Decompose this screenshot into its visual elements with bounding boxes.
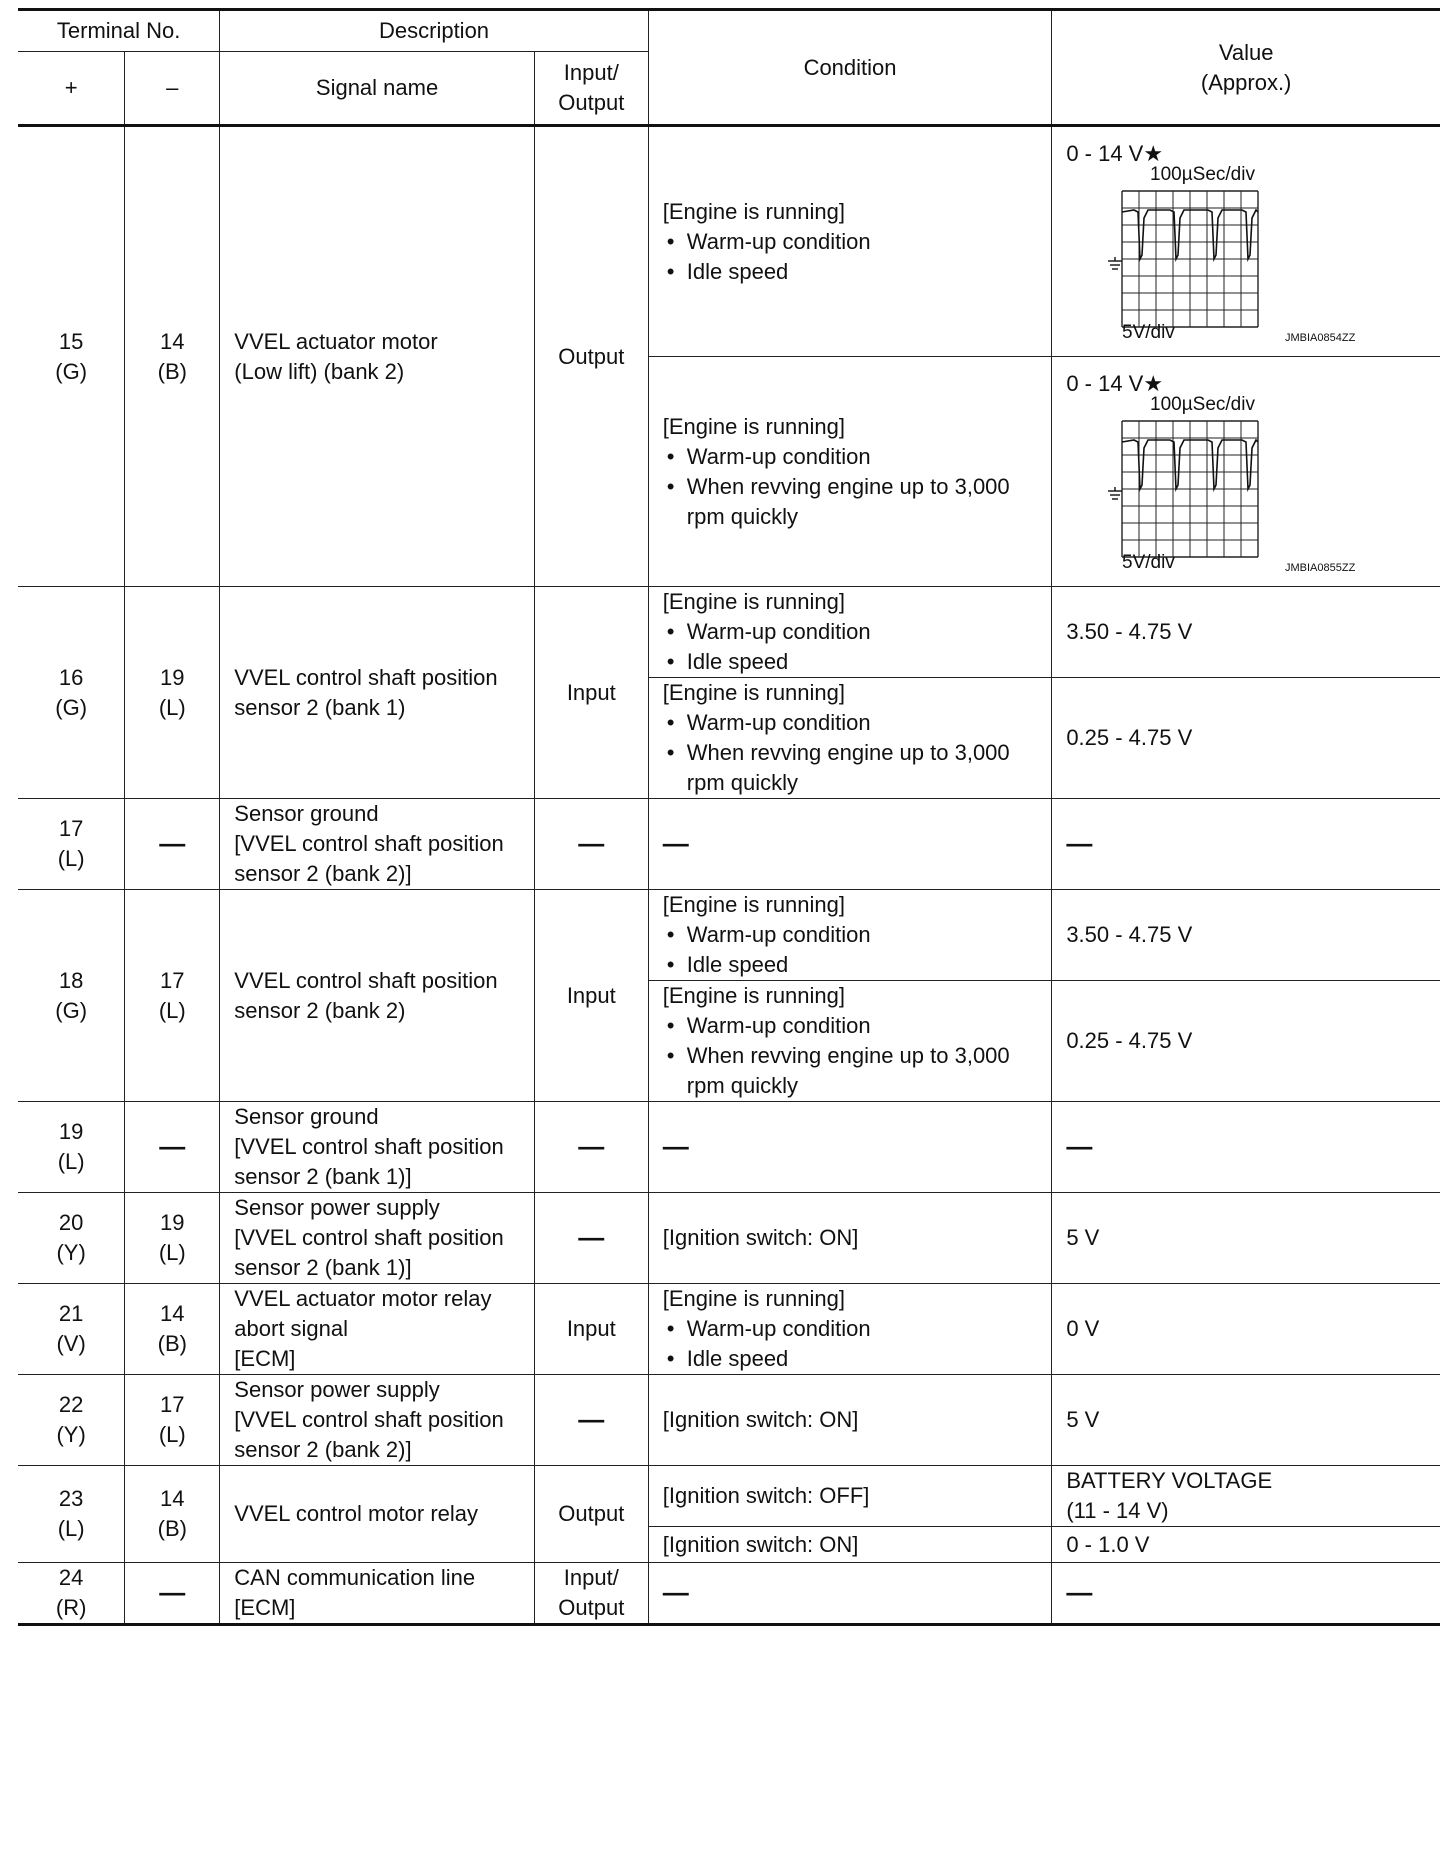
terminal-minus <box>125 1193 220 1284</box>
terminal-plus <box>18 799 125 890</box>
condition-cell <box>648 890 1052 981</box>
terminal-minus <box>125 799 220 890</box>
condition-cell <box>648 587 1052 678</box>
value-cell <box>1052 799 1440 890</box>
terminal-number: 17 <box>58 816 84 841</box>
value-cell <box>1052 1466 1440 1527</box>
dash: — <box>159 1577 186 1607</box>
figure-code: JMBIA0855ZZ <box>1285 562 1356 574</box>
waveform-scale: 5V/div <box>1122 322 1176 343</box>
waveform-cell <box>1052 357 1440 587</box>
value-cell: 0 - 1.0 V <box>1052 1527 1440 1563</box>
dash: — <box>1066 828 1093 858</box>
value-cell: 0.25 - 4.75 V <box>1052 981 1440 1102</box>
condition-item: • When revving engine up to 3,000 rpm quickly <box>663 738 1046 798</box>
signal-line: [ECM] <box>234 1346 296 1371</box>
header-description: Description <box>220 10 648 52</box>
io-line: Output <box>558 1595 625 1620</box>
io-type: Input <box>534 1284 648 1375</box>
table-row <box>18 1466 1440 1527</box>
condition-item: • Warm-up condition <box>663 1011 1046 1041</box>
condition-item: • Warm-up condition <box>663 1314 1046 1344</box>
condition-cell <box>648 1563 1052 1625</box>
dash: — <box>578 1404 605 1434</box>
signal-line: sensor 2 (bank 1) <box>234 694 406 720</box>
terminal-plus <box>18 1466 125 1563</box>
waveform-timebase: 100µSec/div <box>1150 394 1256 415</box>
terminal-number: 17 <box>160 967 185 993</box>
condition-item: • Warm-up condition <box>663 617 1046 647</box>
condition-head: [Engine is running] <box>662 1286 845 1311</box>
header-input-output <box>534 52 648 126</box>
table-row <box>18 799 1440 890</box>
signal-name <box>220 126 535 587</box>
ecm-terminal-table <box>18 8 1440 1626</box>
terminal-number: 19 <box>160 1210 185 1235</box>
wire-color: (G) <box>55 358 88 384</box>
condition-head: [Engine is running] <box>662 413 845 439</box>
terminal-number: 21 <box>58 1301 84 1326</box>
header-condition: Condition <box>648 10 1052 126</box>
terminal-minus <box>125 1102 220 1193</box>
condition-item: • Idle speed <box>663 647 1046 677</box>
io-type <box>534 1193 648 1284</box>
terminal-plus <box>18 1102 125 1193</box>
wire-color: (Y) <box>56 1240 86 1265</box>
dash: — <box>662 1577 689 1607</box>
signal-name <box>220 1563 535 1625</box>
signal-line: sensor 2 (bank 1)] <box>234 1164 412 1189</box>
header-value-line2: (Approx.) <box>1200 69 1292 95</box>
condition-cell <box>648 1102 1052 1193</box>
condition-item: • Idle speed <box>663 950 1046 980</box>
condition-head: [Engine is running] <box>662 892 845 917</box>
io-type: Output <box>534 126 648 587</box>
wire-color: (L) <box>57 846 85 871</box>
terminal-number: 14 <box>160 1486 185 1511</box>
table-row <box>18 1102 1440 1193</box>
dash: — <box>578 1131 605 1161</box>
terminal-number: 15 <box>58 328 84 354</box>
header-io-line2: Output <box>558 90 625 115</box>
condition-head: [Engine is running] <box>662 983 845 1008</box>
condition-cell <box>648 1284 1052 1375</box>
terminal-number: 23 <box>58 1486 84 1511</box>
dash: — <box>1066 1131 1093 1161</box>
signal-line: [VVEL control shaft position <box>234 1134 504 1159</box>
wire-color: (B) <box>157 1516 187 1541</box>
dash: — <box>662 828 689 858</box>
io-type <box>534 1563 648 1625</box>
header-value-line1: Value <box>1218 39 1274 65</box>
ground-symbol <box>1108 487 1122 499</box>
condition-list <box>663 617 1046 677</box>
condition-list <box>663 920 1046 980</box>
terminal-number: 20 <box>58 1210 84 1235</box>
condition-cell: [Ignition switch: ON] <box>648 1375 1052 1466</box>
signal-line: Sensor power supply <box>234 1377 440 1402</box>
header-io-line1: Input/ <box>563 60 619 85</box>
value-cell <box>1052 1563 1440 1625</box>
condition-list <box>663 1314 1046 1374</box>
scope-grid <box>1122 191 1258 327</box>
signal-name <box>220 1375 535 1466</box>
terminal-minus <box>125 126 220 587</box>
oscilloscope-waveform <box>1052 127 1379 356</box>
signal-line: abort signal <box>234 1316 349 1341</box>
waveform-scale: 5V/div <box>1122 552 1176 573</box>
value-cell: 0 V <box>1052 1284 1440 1375</box>
wire-color: (L) <box>57 1516 85 1541</box>
signal-line: sensor 2 (bank 2)] <box>234 861 412 886</box>
terminal-minus <box>125 1563 220 1625</box>
dash: — <box>578 1222 605 1252</box>
value-cell: 0.25 - 4.75 V <box>1052 678 1440 799</box>
terminal-number: 14 <box>160 1301 185 1326</box>
value-cell: 3.50 - 4.75 V <box>1052 890 1440 981</box>
ground-symbol <box>1108 257 1122 269</box>
terminal-minus <box>125 1375 220 1466</box>
signal-line: [ECM] <box>234 1595 296 1620</box>
terminal-plus <box>18 587 125 799</box>
signal-line: Sensor ground <box>234 801 379 826</box>
signal-line: sensor 2 (bank 2)] <box>234 1437 412 1462</box>
condition-cell <box>648 981 1052 1102</box>
condition-cell: [Ignition switch: OFF] <box>648 1466 1052 1527</box>
condition-head: [Engine is running] <box>662 680 845 705</box>
signal-line: VVEL control shaft position <box>234 664 498 690</box>
dash: — <box>159 1131 186 1161</box>
terminal-plus <box>18 1563 125 1625</box>
io-type: Input <box>534 890 648 1102</box>
condition-cell <box>648 799 1052 890</box>
value-cell: 5 V <box>1052 1375 1440 1466</box>
value-cell <box>1052 1102 1440 1193</box>
terminal-plus <box>18 126 125 587</box>
table-row <box>18 1563 1440 1625</box>
signal-line: sensor 2 (bank 2) <box>234 997 406 1023</box>
wire-color: (L) <box>158 1240 186 1265</box>
condition-cell: [Ignition switch: ON] <box>648 1193 1052 1284</box>
terminal-plus <box>18 1284 125 1375</box>
signal-line: [VVEL control shaft position <box>234 1407 504 1432</box>
scope-grid <box>1122 421 1258 557</box>
wire-color: (L) <box>158 997 186 1023</box>
condition-cell <box>648 357 1052 587</box>
condition-item: • Warm-up condition <box>663 708 1046 738</box>
condition-cell <box>648 678 1052 799</box>
terminal-number: 19 <box>160 664 185 690</box>
terminal-number: 14 <box>160 328 185 354</box>
wire-color: (G) <box>55 997 88 1023</box>
signal-line: VVEL control motor relay <box>234 1501 479 1526</box>
terminal-number: 18 <box>58 967 84 993</box>
signal-line: CAN communication line <box>234 1565 476 1590</box>
table-row <box>18 587 1440 678</box>
table-row <box>18 126 1440 357</box>
terminal-plus <box>18 890 125 1102</box>
condition-item: • Warm-up condition <box>663 920 1046 950</box>
value-cell: 3.50 - 4.75 V <box>1052 587 1440 678</box>
wire-color: (Y) <box>56 1422 86 1447</box>
terminal-minus <box>125 587 220 799</box>
terminal-number: 17 <box>160 1392 185 1417</box>
signal-line: [VVEL control shaft position <box>234 831 504 856</box>
dash: — <box>159 828 186 858</box>
condition-list <box>663 442 1046 532</box>
header-minus: – <box>125 52 220 126</box>
value-line: BATTERY VOLTAGE <box>1066 1468 1273 1493</box>
terminal-minus <box>125 1284 220 1375</box>
io-type <box>534 799 648 890</box>
io-type <box>534 1375 648 1466</box>
condition-list <box>663 1011 1046 1101</box>
dash: — <box>662 1131 689 1161</box>
io-type <box>534 1102 648 1193</box>
wire-color: (V) <box>56 1331 86 1356</box>
signal-line: sensor 2 (bank 1)] <box>234 1255 412 1280</box>
oscilloscope-waveform <box>1052 357 1379 586</box>
header-value <box>1052 10 1440 126</box>
waveform-cell <box>1052 126 1440 357</box>
terminal-table-sheet <box>18 8 1440 1626</box>
terminal-number: 24 <box>58 1565 84 1590</box>
wire-color: (B) <box>157 358 187 384</box>
condition-list <box>663 227 1046 287</box>
condition-item: • Idle speed <box>663 257 1046 287</box>
condition-head: [Engine is running] <box>662 198 845 224</box>
waveform-timebase: 100µSec/div <box>1150 164 1256 185</box>
table-row <box>18 1375 1440 1466</box>
wire-color: (B) <box>157 1331 187 1356</box>
io-line: Input/ <box>563 1565 619 1590</box>
signal-name <box>220 587 535 799</box>
signal-line: (Low lift) (bank 2) <box>234 358 405 384</box>
figure-code: JMBIA0854ZZ <box>1285 332 1356 344</box>
signal-line: VVEL control shaft position <box>234 967 498 993</box>
signal-line: Sensor ground <box>234 1104 379 1129</box>
wire-color: (G) <box>55 694 88 720</box>
condition-item: • Warm-up condition <box>663 227 1046 257</box>
condition-item: • When revving engine up to 3,000 rpm quickly <box>663 1041 1046 1101</box>
header-terminal-no: Terminal No. <box>18 10 220 52</box>
signal-name <box>220 1284 535 1375</box>
condition-head: [Engine is running] <box>662 589 845 614</box>
io-type: Input <box>534 587 648 799</box>
condition-list <box>663 708 1046 798</box>
condition-item: • Idle speed <box>663 1344 1046 1374</box>
table-row <box>18 1193 1440 1284</box>
signal-name <box>220 890 535 1102</box>
table-row <box>18 890 1440 981</box>
io-type: Output <box>534 1466 648 1563</box>
wire-color: (L) <box>57 1149 85 1174</box>
wire-color: (L) <box>158 694 186 720</box>
terminal-number: 22 <box>58 1392 84 1417</box>
signal-name <box>220 1466 535 1563</box>
terminal-number: 16 <box>58 664 84 690</box>
signal-name <box>220 1193 535 1284</box>
wire-color: (R) <box>55 1595 87 1620</box>
header-plus: + <box>18 52 125 126</box>
terminal-plus <box>18 1193 125 1284</box>
signal-line: Sensor power supply <box>234 1195 440 1220</box>
value-cell: 5 V <box>1052 1193 1440 1284</box>
signal-name <box>220 1102 535 1193</box>
header-signal-name: Signal name <box>220 52 535 126</box>
condition-cell <box>648 126 1052 357</box>
dash: — <box>1066 1577 1093 1607</box>
signal-line: VVEL actuator motor relay <box>234 1286 492 1311</box>
condition-item: • When revving engine up to 3,000 rpm quickly <box>663 472 1046 532</box>
terminal-minus <box>125 890 220 1102</box>
wire-color: (L) <box>158 1422 186 1447</box>
value-line: (11 - 14 V) <box>1066 1498 1169 1523</box>
waveform-value: 0 - 14 V★ <box>1066 141 1164 166</box>
table-row <box>18 1284 1440 1375</box>
signal-line: [VVEL control shaft position <box>234 1225 504 1250</box>
condition-item: • Warm-up condition <box>663 442 1046 472</box>
terminal-number: 19 <box>58 1119 84 1144</box>
dash: — <box>578 828 605 858</box>
signal-line: VVEL actuator motor <box>234 328 438 354</box>
terminal-plus <box>18 1375 125 1466</box>
terminal-minus <box>125 1466 220 1563</box>
waveform-value: 0 - 14 V★ <box>1066 371 1164 396</box>
condition-cell: [Ignition switch: ON] <box>648 1527 1052 1563</box>
signal-name <box>220 799 535 890</box>
